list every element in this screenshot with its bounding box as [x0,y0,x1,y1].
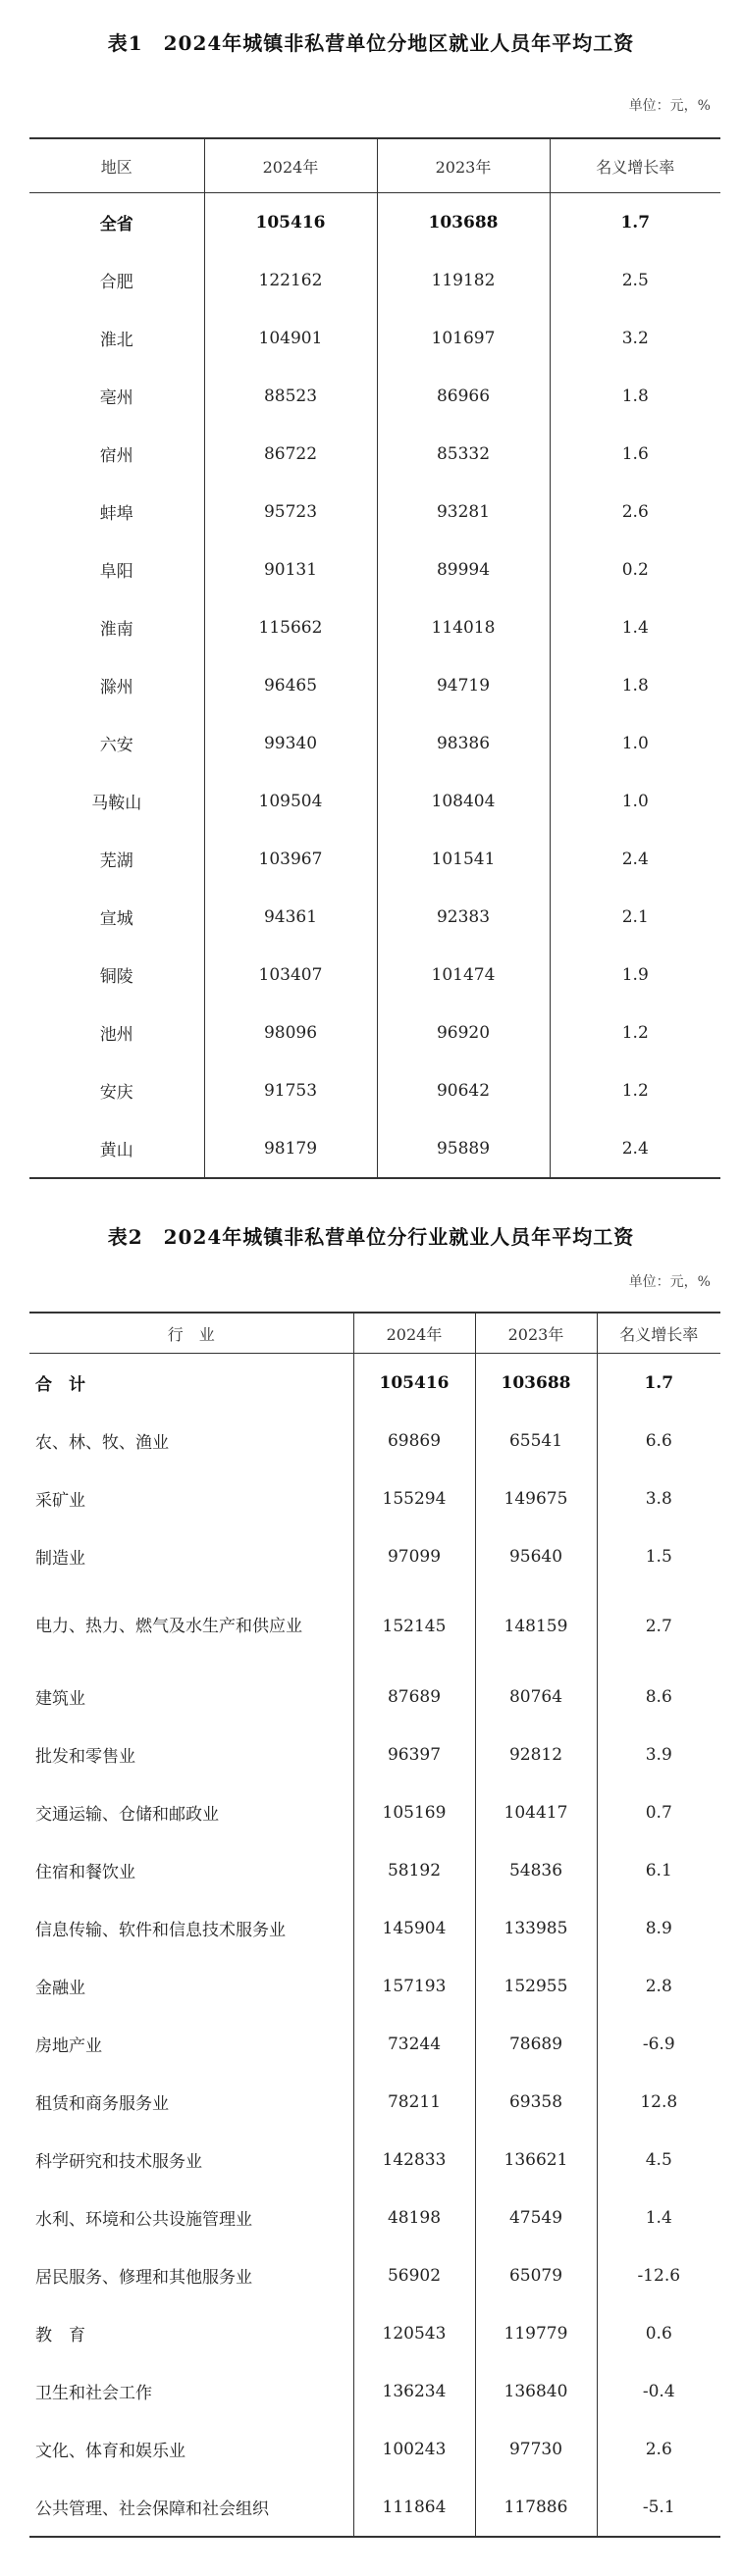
table-cell: 58192 [353,1841,475,1899]
table-cell: 1.8 [550,367,720,425]
table-cell: 65541 [475,1412,597,1469]
table-cell: 145904 [353,1899,475,1957]
row-label: 农、林、牧、渔业 [35,1433,169,1453]
table-cell: 105169 [353,1783,475,1841]
table-cell: 8.6 [597,1668,720,1726]
table-cell: 96465 [204,656,377,714]
row-label: 黄山 [99,1141,133,1160]
table-cell: 104901 [204,309,377,367]
table-row [29,946,720,1004]
table-cell: 104417 [475,1783,597,1841]
row-label: 合肥 [99,273,133,292]
table-cell: 148159 [475,1585,597,1668]
table-row [29,309,720,367]
table-cell: 1.8 [550,656,720,714]
column-header: 行 业 [29,1313,353,1354]
table-cell: 101697 [377,309,550,367]
table-cell: 152145 [353,1585,475,1668]
table-cell: 56902 [353,2246,475,2304]
table-cell: 85332 [377,425,550,483]
table-cell: 6.1 [597,1841,720,1899]
table-header-row [29,1313,720,1354]
row-label: 淮南 [99,620,133,640]
table-cell: 1.9 [550,946,720,1004]
table-row [29,2073,720,2131]
row-label: 水利、环境和公共设施管理业 [35,2210,252,2230]
table-cell: 3.8 [597,1469,720,1527]
column-header: 名义增长率 [550,138,720,193]
table-cell: 65079 [475,2246,597,2304]
row-label: 全省 [99,215,133,234]
table-cell: 91753 [204,1061,377,1119]
table-cell: 105416 [353,1354,475,1413]
table-row [29,2246,720,2304]
table-cell: 6.6 [597,1412,720,1469]
table1-unit: 单位：元，% [628,98,711,114]
table-cell: 111864 [353,2478,475,2537]
table-cell: 152955 [475,1957,597,2015]
row-label: 宿州 [99,446,133,466]
table-cell: 95889 [377,1119,550,1178]
table-cell: -5.1 [597,2478,720,2537]
table-cell: 48198 [353,2189,475,2246]
table-cell: 1.7 [597,1354,720,1413]
table-cell: 101541 [377,830,550,888]
row-label: 六安 [99,736,133,755]
table-row [29,1668,720,1726]
table-cell: 2.5 [550,251,720,309]
table-cell: 78689 [475,2015,597,2073]
column-header: 2023年 [475,1313,597,1354]
table-row [29,656,720,714]
table-cell: 99340 [204,714,377,772]
table2-title: 表2 2024年城镇非私营单位分行业就业人员年平均工资 [107,1225,635,1249]
table-cell: -12.6 [597,2246,720,2304]
row-label: 马鞍山 [91,794,142,813]
table-cell: 12.8 [597,2073,720,2131]
column-header: 2023年 [377,138,550,193]
row-label: 池州 [99,1025,133,1045]
table-row [29,541,720,598]
row-label: 芜湖 [99,851,133,871]
table-cell: 136840 [475,2362,597,2420]
table-cell: 103407 [204,946,377,1004]
table-cell: 47549 [475,2189,597,2246]
table-cell: 94719 [377,656,550,714]
table-cell: 100243 [353,2420,475,2478]
table-cell: 97099 [353,1527,475,1585]
table-cell: 98096 [204,1004,377,1061]
table-row [29,1527,720,1585]
row-label: 建筑业 [35,1689,85,1709]
row-label: 信息传输、软件和信息技术服务业 [35,1921,286,1940]
column-header: 名义增长率 [597,1313,720,1354]
table-cell: 93281 [377,483,550,541]
table-row [29,483,720,541]
table-cell: 103688 [377,193,550,252]
row-label: 蚌埠 [99,504,133,524]
table-cell: 117886 [475,2478,597,2537]
table-cell: 119182 [377,251,550,309]
table-cell: 155294 [353,1469,475,1527]
table-row [29,1726,720,1783]
table-cell: 1.2 [550,1061,720,1119]
row-label: 亳州 [99,388,133,408]
table-cell: 89994 [377,541,550,598]
row-label: 金融业 [35,1979,85,1998]
table-row [29,1354,720,1413]
table-cell: 4.5 [597,2131,720,2189]
table-cell: 69869 [353,1412,475,1469]
table-row [29,1841,720,1899]
table-cell: 94361 [204,888,377,946]
table-cell: 1.5 [597,1527,720,1585]
table-cell: 149675 [475,1469,597,1527]
table-row [29,1957,720,2015]
table-cell: 92812 [475,1726,597,1783]
table-cell: 1.7 [550,193,720,252]
table-cell: 97730 [475,2420,597,2478]
table-cell: 0.7 [597,1783,720,1841]
table1-title: 表1 2024年城镇非私营单位分地区就业人员年平均工资 [107,31,635,55]
table-cell: 88523 [204,367,377,425]
table-cell: 96397 [353,1726,475,1783]
table-cell: 78211 [353,2073,475,2131]
table-cell: 2.6 [597,2420,720,2478]
table-cell: 90131 [204,541,377,598]
table-row [29,1004,720,1061]
table-cell: 114018 [377,598,550,656]
table-cell: 95723 [204,483,377,541]
table-row [29,2131,720,2189]
row-label: 制造业 [35,1549,85,1569]
row-label: 教 育 [35,2326,85,2345]
row-label: 租赁和商务服务业 [35,2094,169,2114]
table-cell: 92383 [377,888,550,946]
row-label: 铜陵 [99,967,133,987]
table-cell: 109504 [204,772,377,830]
table-cell: 98386 [377,714,550,772]
table-cell: 86722 [204,425,377,483]
table-cell: 0.6 [597,2304,720,2362]
table-cell: 101474 [377,946,550,1004]
table-row [29,2478,720,2537]
table-row [29,367,720,425]
table-cell: 0.2 [550,541,720,598]
table-cell: 103967 [204,830,377,888]
table-row [29,1469,720,1527]
row-label: 采矿业 [35,1491,85,1511]
table-header-row [29,138,720,193]
table-cell: 122162 [204,251,377,309]
table-cell: 2.7 [597,1585,720,1668]
column-header: 2024年 [204,138,377,193]
table-cell: 1.4 [597,2189,720,2246]
table-cell: 3.9 [597,1726,720,1783]
table-row [29,830,720,888]
table-cell: 2.8 [597,1957,720,2015]
table-cell: 96920 [377,1004,550,1061]
table-cell: 95640 [475,1527,597,1585]
table-cell: -0.4 [597,2362,720,2420]
table-row [29,598,720,656]
table-cell: 1.2 [550,1004,720,1061]
table-cell: 1.4 [550,598,720,656]
table-row [29,1061,720,1119]
table-cell: 2.1 [550,888,720,946]
table-cell: 136234 [353,2362,475,2420]
row-label: 卫生和社会工作 [35,2384,152,2403]
table-cell: 105416 [204,193,377,252]
table-row [29,1783,720,1841]
table-row [29,1412,720,1469]
table-row [29,1899,720,1957]
row-label: 合 计 [35,1375,85,1395]
table-cell: 87689 [353,1668,475,1726]
table-cell: 2.6 [550,483,720,541]
row-label: 宣城 [99,909,133,929]
row-label: 电力、热力、燃气及水生产和供应业 [35,1617,302,1636]
table-row [29,2304,720,2362]
table-cell: 80764 [475,1668,597,1726]
table-cell: 142833 [353,2131,475,2189]
table-cell: 1.0 [550,714,720,772]
table-row [29,1119,720,1178]
column-header: 2024年 [353,1313,475,1354]
table-cell: 157193 [353,1957,475,2015]
region-wage-table [29,137,720,1179]
table-row [29,2189,720,2246]
table-row [29,2015,720,2073]
table-cell: 133985 [475,1899,597,1957]
table-cell: 54836 [475,1841,597,1899]
column-header: 地区 [29,138,204,193]
table-row [29,2420,720,2478]
row-label: 滁州 [99,678,133,697]
table-row [29,251,720,309]
industry-wage-table [29,1312,720,2538]
row-label: 文化、体育和娱乐业 [35,2442,186,2461]
row-label: 公共管理、社会保障和社会组织 [35,2499,269,2519]
table-cell: 2.4 [550,830,720,888]
row-label: 交通运输、仓储和邮政业 [35,1805,219,1825]
table-row [29,2362,720,2420]
table-row [29,425,720,483]
row-label: 房地产业 [35,2036,102,2056]
row-label: 批发和零售业 [35,1747,135,1767]
row-label: 住宿和餐饮业 [35,1863,135,1882]
table-cell: 103688 [475,1354,597,1413]
table-cell: 120543 [353,2304,475,2362]
table-cell: 136621 [475,2131,597,2189]
row-label: 科学研究和技术服务业 [35,2152,202,2172]
table-cell: 8.9 [597,1899,720,1957]
table-row [29,1585,720,1668]
row-label: 居民服务、修理和其他服务业 [35,2268,252,2288]
table2-unit: 单位：元，% [628,1274,711,1290]
table-row [29,193,720,252]
table-row [29,714,720,772]
table-cell: 2.4 [550,1119,720,1178]
table-cell: 90642 [377,1061,550,1119]
table-row [29,888,720,946]
table-row [29,772,720,830]
table-cell: 98179 [204,1119,377,1178]
table-cell: 1.6 [550,425,720,483]
row-label: 安庆 [99,1083,133,1103]
table-cell: 119779 [475,2304,597,2362]
table-cell: 3.2 [550,309,720,367]
table-cell: 86966 [377,367,550,425]
table-cell: 1.0 [550,772,720,830]
row-label: 阜阳 [99,562,133,582]
table-cell: 115662 [204,598,377,656]
table-cell: 69358 [475,2073,597,2131]
row-label: 淮北 [99,331,133,350]
table-cell: -6.9 [597,2015,720,2073]
table-cell: 73244 [353,2015,475,2073]
table-cell: 108404 [377,772,550,830]
